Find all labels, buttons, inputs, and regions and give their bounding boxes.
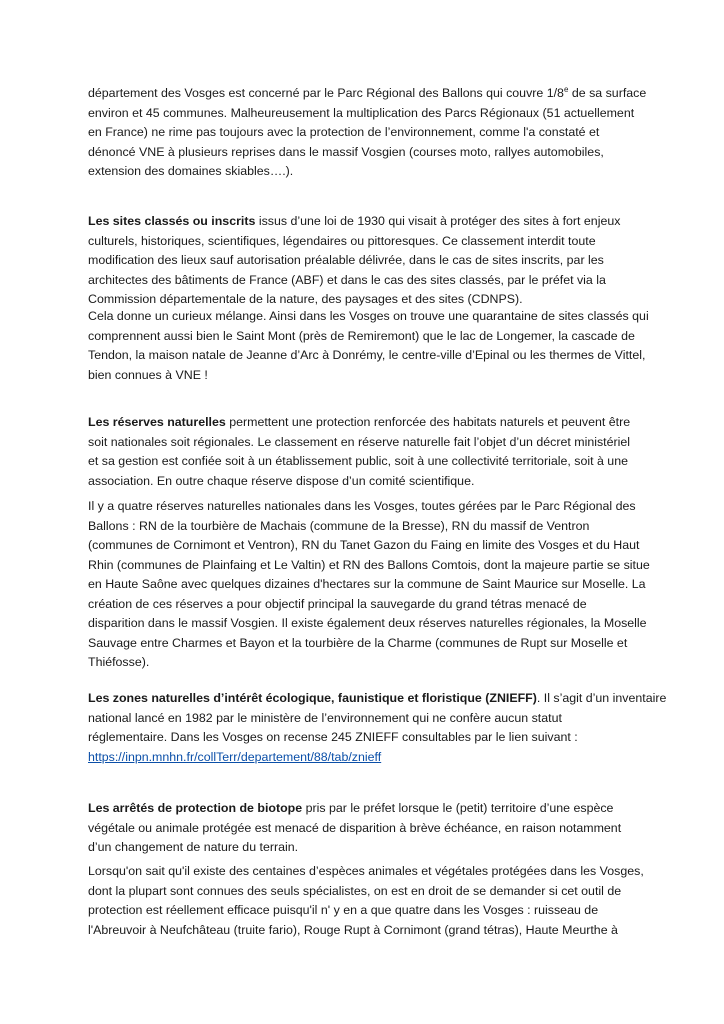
text-line: disparition dans le massif Vosgien. Il existe également deux réserves naturelles régionales, la Moselle: [88, 616, 647, 630]
text-line: protection est réellement efficace puisqu'il n' y en a que quatre dans les Vosges : ruisseau de: [88, 903, 599, 917]
text-line: Ballons : RN de la tourbière de Machais (commune de la Bresse), RN du massif de Ventron: [88, 518, 590, 533]
superscript: e: [563, 84, 569, 94]
text-line: Cela donne un curieux mélange. Ainsi dans les Vosges on trouve une quarantaine de sites classés qui: [88, 309, 649, 323]
text-line: bien connues à VNE !: [88, 367, 208, 382]
text-line: [88, 689, 667, 709]
text-segment: permettent une protection renforcée des habitats naturels et peuvent être: [225, 415, 631, 429]
section-heading: Les zones naturelles d’intérêt écologique, faunistique et floristique (ZNIEFF): [88, 691, 537, 705]
text-line: environ et 45 communes. Malheureusement la multiplication des Parcs Régionaux (51 actuellement: [88, 105, 635, 120]
text-line: en France) ne rime pas toujours avec la protection de l’environnement, comme l'a constaté et: [88, 125, 600, 139]
text-line: dénoncé VNE à plusieurs reprises dans le massif Vosgien (courses moto, rallyes automobiles,: [88, 144, 604, 159]
text-line: [88, 84, 648, 104]
text-line: création de ces réserves a pour objectif principal la sauvegarde du grand tétras menacé de: [88, 596, 587, 611]
text-line: Commission départementale de la nature, des paysages et des sites (CDNPS).: [88, 292, 523, 306]
text-line: dont la plupart sont connues des seuls spécialistes, on est en droit de se demander si cet outil de: [88, 883, 622, 898]
text-line: comprennent aussi bien le Saint Mont (près de Remiremont) que le lac de Longemer, la cascade de: [88, 328, 635, 343]
text-line: végétale ou animale protégée est menacé de disparition à brève échéance, en raison notamment: [88, 820, 622, 835]
section-heading: Les sites classés ou inscrits: [88, 214, 256, 228]
text-line: Sauvage entre Charmes et Bayon et la tourbière de la Charme (communes de Rupt sur Moselle et: [88, 635, 628, 650]
text-line: Tendon, la maison natale de Jeanne d’Arc à Donrémy, le centre-ville d’Epinal ou les thermes de Vittel,: [88, 348, 646, 362]
text-line: soit nationales soit régionales. Le classement en réserve naturelle fait l’objet d’un décret ministériel: [88, 434, 631, 449]
znieff-link[interactable]: https://inpn.mnhn.fr/collTerr/departement/88/tab/znieff: [88, 749, 382, 764]
text-segment: issus d’une loi de 1930 qui visait à protéger des sites à fort enjeux: [255, 214, 621, 228]
text-line: l'Abreuvoir à Neufchâteau (truite fario), Rouge Rupt à Cornimont (grand tétras), Haute Meurthe à: [88, 922, 618, 937]
text-line: en Haute Saône avec quelques dizaines d'hectares sur la commune de Saint Maurice sur Moselle. La: [88, 577, 646, 591]
paragraph-quatre-reserves: [88, 497, 648, 673]
text-line: réglementaire. Dans les Vosges on recense 245 ZNIEFF consultables par le lien suivant :: [88, 730, 578, 744]
paragraph-arretes-biotope: [88, 799, 648, 858]
text-segment: de sa surface: [568, 86, 647, 100]
text-line: culturels, historiques, scientifiques, légendaires ou pittoresques. Ce classement interdit toute: [88, 233, 596, 248]
paragraph-reserves-naturelles: [88, 413, 648, 491]
text-line: Thiéfosse).: [88, 655, 150, 669]
text-line: Rhin (communes de Plainfaing et Le Valtin) et RN des Ballons Comtois, dont la majeure partie se situe: [88, 557, 650, 572]
paragraph-curieux-melange: [88, 307, 648, 385]
text-line: association. En outre chaque réserve dispose d’un comité scientifique.: [88, 473, 475, 488]
text-line: (communes de Cornimont et Ventron), RN du Tanet Gazon du Faing en limite des Vosges et du Haut: [88, 538, 640, 552]
section-heading: Les arrêtés de protection de biotope: [88, 801, 303, 815]
text-segment: pris par le préfet lorsque le (petit) territoire d’une espèce: [302, 801, 614, 815]
text-line: [88, 413, 648, 433]
text-segment: . Il s’agit d’un inventaire: [536, 691, 667, 705]
section-heading: Les réserves naturelles: [88, 415, 226, 429]
text-line: et sa gestion est confiée soit à un établissement public, soit à une collectivité territoriale, soit à une: [88, 454, 628, 468]
text-line: extension des domaines skiables….).: [88, 164, 294, 178]
text-line: [88, 212, 648, 232]
text-line: [88, 748, 648, 768]
text-line: national lancé en 1982 par le ministère de l’environnement qui ne confère aucun statut: [88, 710, 562, 725]
text-line: d’un changement de nature du terrain.: [88, 840, 299, 854]
text-line: Il y a quatre réserves naturelles nationales dans les Vosges, toutes gérées par le Parc Régional des: [88, 499, 636, 513]
paragraph-znieff: [88, 689, 667, 767]
paragraph-sites-classes: [88, 212, 648, 310]
text-line: Lorsqu'on sait qu'il existe des centaines d’espèces animales et végétales protégées dans les Vosges,: [88, 864, 644, 878]
text-line: architectes des bâtiments de France (ABF) et dans le cas des sites classés, par le préfet via la: [88, 272, 606, 287]
text-segment: département des Vosges est concerné par le Parc Régional des Ballons qui couvre 1/8: [88, 86, 564, 100]
text-line: modification des lieux sauf autorisation préalable délivrée, dans le cas de sites inscrits, par les: [88, 253, 604, 267]
text-line: [88, 799, 648, 819]
paragraph-parc-regional: [88, 84, 648, 182]
paragraph-especes-protegees: [88, 862, 648, 940]
